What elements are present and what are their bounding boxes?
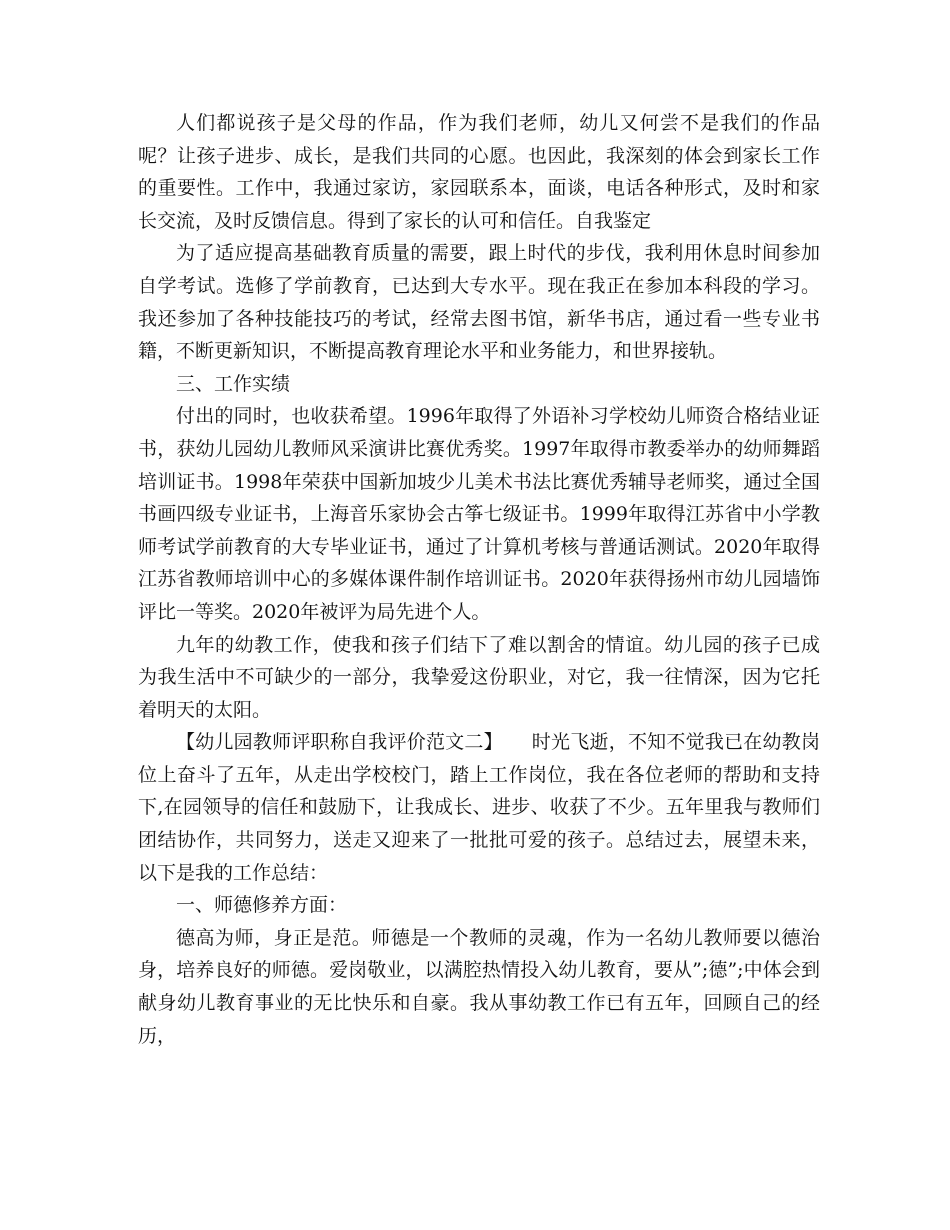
document-body [138, 107, 820, 1052]
paragraph-self-study: 为了适应提高基础教育质量的需要，跟上时代的步伐，我利用休息时间参加自学考试。选修了学前教育，已达到大专水平。现在我正在参加本科段的学习。我还参加了各种技能技巧的考试，经常去图书馆，新华书店，通过看一些专业书籍，不断更新知识，不断提高教育理论水平和业务能力，和世界接轨。 [138, 242, 820, 363]
paragraph-achievements: 付出的同时，也收获希望。1996年取得了外语补习学校幼儿师资合格结业证书，获幼儿园幼儿教师风采演讲比赛优秀奖。1997年取得市教委举办的幼师舞蹈培训证书。1998年荣获中国新加坡少儿美术书法比赛优秀辅导老师奖，通过全国书画四级专业证书，上海音乐家协会古筝七级证书。1999年取得江苏省中小学教师考试学前教育的大专毕业证书，通过了计算机考核与普通话测试。2020年取得江苏省教师培训中心的多媒体课件制作培训证书。2020年获得扬州市幼儿园墙饰评比一等奖。2020年被评为局先进个人。 [138, 405, 820, 623]
section-heading-work-achievements: 三、工作实绩 [176, 372, 291, 395]
paragraph-nine-years: 九年的幼教工作，使我和孩子们结下了难以割舍的情谊。幼儿园的孩子已成为我生活中不可缺少的一部分，我挚爱这份职业，对它，我一往情深，因为它托着明天的太阳。 [138, 633, 820, 721]
paragraph-sample-two: 【幼儿园教师评职称自我评价范文二】 时光飞逝，不知不觉我已在幼教岗位上奋斗了五年，从走出学校校门，踏上工作岗位，我在各位老师的帮助和支持下,在园领导的信任和鼓励下，让我成长、进步、收获了不少。五年里我与教师们团结协作，共同努力，送走又迎来了一批批可爱的孩子。总结过去，展望未来，以下是我的工作总结： [138, 731, 820, 884]
paragraph-home-school-work: 人们都说孩子是父母的作品，作为我们老师，幼儿又何尝不是我们的作品呢？让孩子进步、成长，是我们共同的心愿。也因此，我深刻的体会到家长工作的重要性。工作中，我通过家访，家园联系本，面谈，电话各种形式，及时和家长交流，及时反馈信息。得到了家长的认可和信任。自我鉴定 [138, 112, 820, 232]
paragraph-ethics: 德高为师，身正是范。师德是一个教师的灵魂，作为一名幼儿教师要以德治身，培养良好的师德。爱岗敬业，以满腔热情投入幼儿教育，要从”;德”;中体会到献身幼儿教育事业的无比快乐和自豪。我从事幼教工作已有五年，回顾自己的经历， [138, 926, 820, 1047]
section-heading-ethics: 一、师德修养方面： [176, 894, 348, 917]
